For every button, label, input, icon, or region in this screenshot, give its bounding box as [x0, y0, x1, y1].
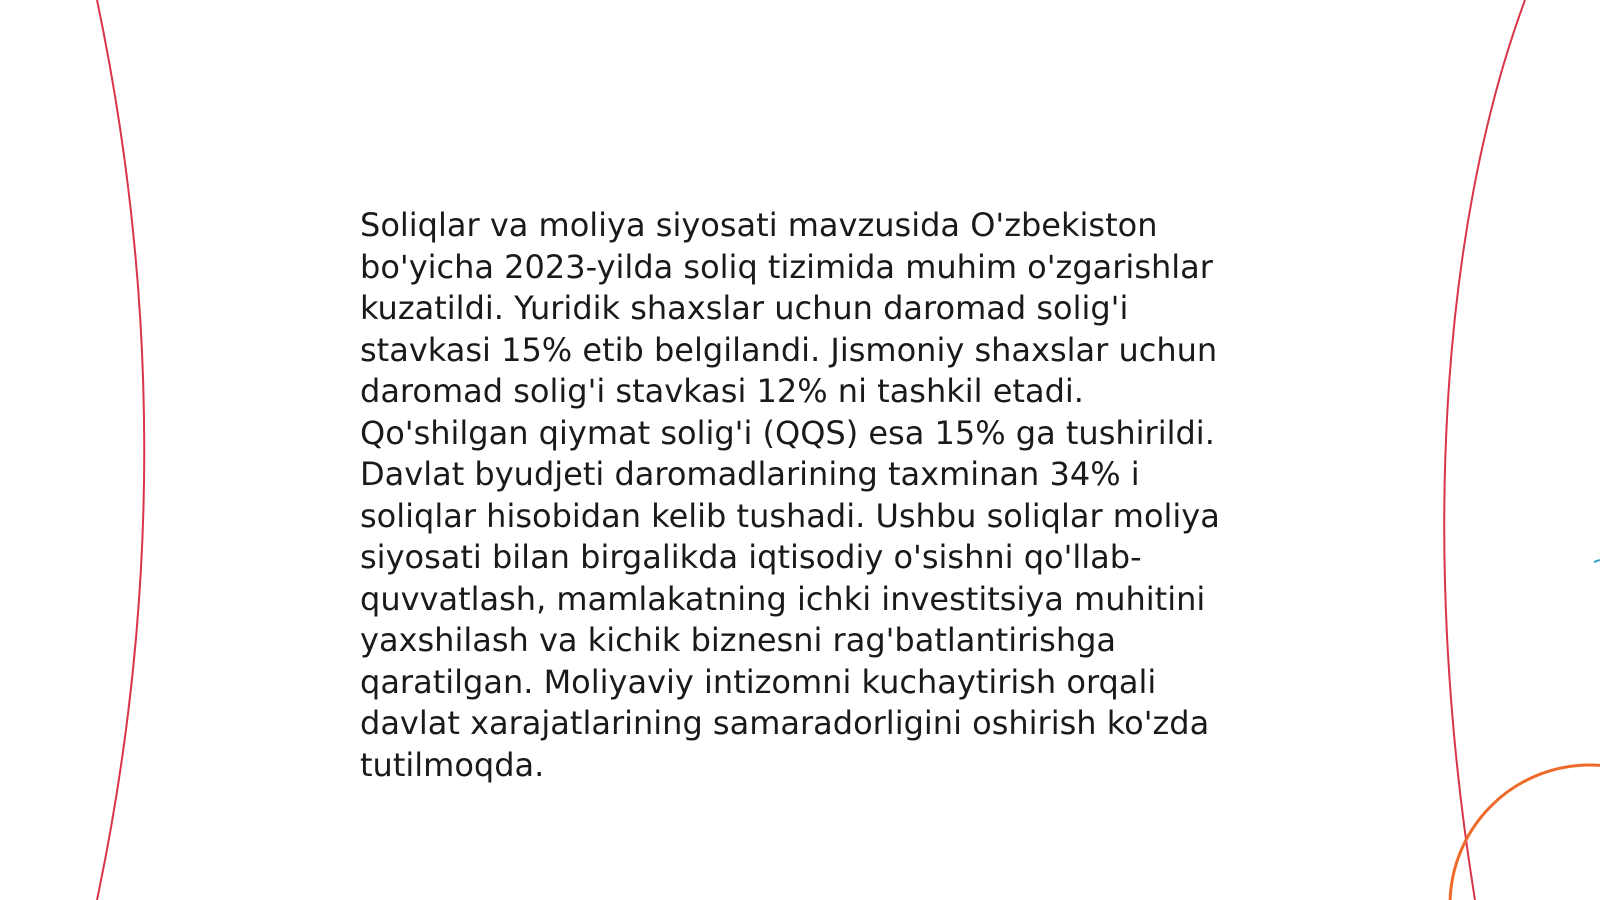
- left-curve-icon: [97, 0, 144, 900]
- teal-mark-icon: [1594, 560, 1600, 562]
- slide-body-text: Soliqlar va moliya siyosati mavzusida O'zbekiston bo'yicha 2023-yilda soliq tizimida muhim o'zgarishlar kuzatildi. Yuridik shaxslar uchun daromad solig'i stavkasi 15% etib belgilandi. Jismoniy shaxslar uchun daromad solig'i stavkasi 12% ni tashkil etadi. Qo'shilgan qiymat solig'i (QQS) esa 15% ga tushirildi. Davlat byudjeti daromadlarining taxminan 34% i soliqlar hisobidan kelib tushadi. Ushbu soliqlar moliya siyosati bilan birgalikda iqtisodiy o'sishni qo'llab- quvvatlash, mamlakatning ichki investitsiya muhitini yaxshilash va kichik biznesni rag'batlantirishga qaratilgan. Moliyaviy intizomni kuchaytirish orqali davlat xarajatlarining samaradorligini oshirish ko'zda tutilmoqda.: [360, 206, 1220, 784]
- right-curve-icon: [1444, 0, 1525, 900]
